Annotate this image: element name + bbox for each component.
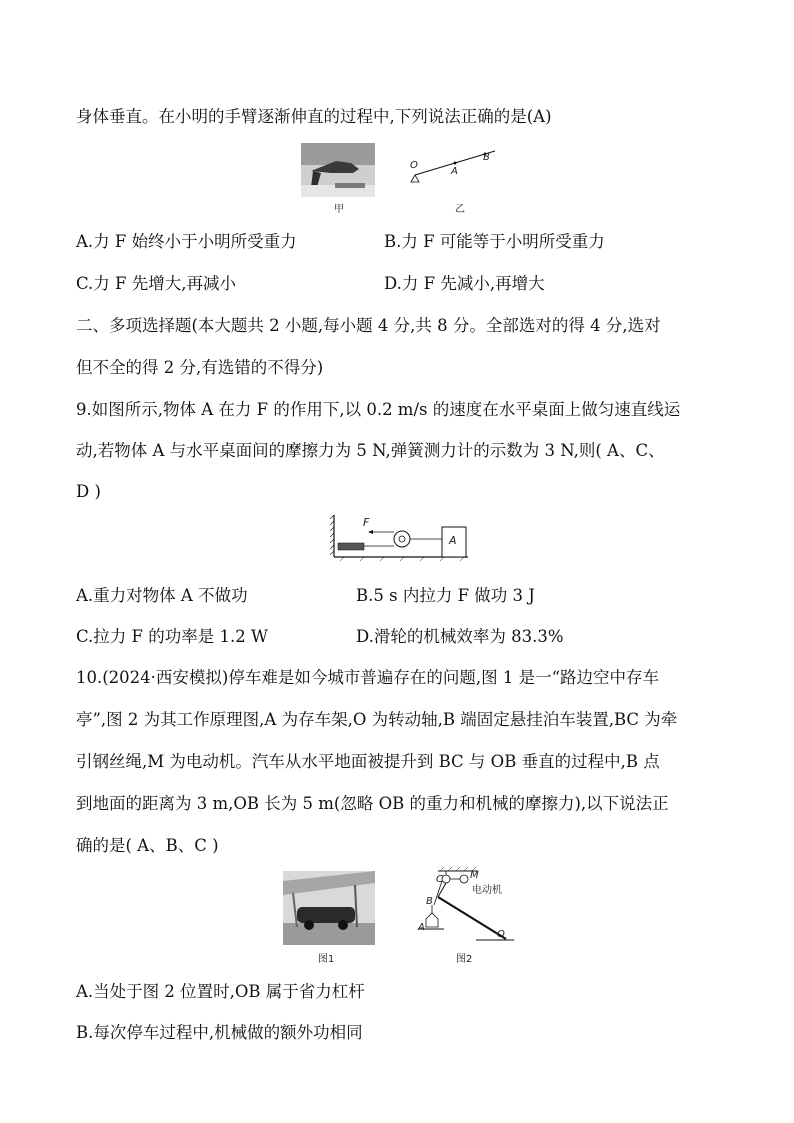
q9-option-d: D.滑轮的机械效率为 83.3% bbox=[356, 627, 564, 646]
q10-stem-line2: 亭”,图 2 为其工作原理图,A 为存车架,O 为转动轴,B 端固定悬挂泊车装置,BC 为牵 bbox=[76, 710, 678, 729]
q10-stem-line4: 到地面的距离为 3 m,OB 长为 5 m(忽略 OB 的重力和机械的摩擦力),以下说法正 bbox=[76, 794, 669, 813]
q8-figure-jia bbox=[301, 143, 375, 197]
q10-stem-line3: 引钢丝绳,M 为电动机。汽车从水平地面被提升到 BC 与 OB 垂直的过程中,B 点 bbox=[76, 752, 660, 771]
section2-heading-line2: 但不全的得 2 分,有选错的不得分) bbox=[76, 358, 324, 377]
q8-label-a: A bbox=[451, 166, 458, 177]
q10-caption-fig1: 图1 bbox=[318, 954, 335, 965]
q10-fig2-label-o: O bbox=[497, 929, 505, 940]
q10-stem-line5: 确的是( A、B、C ) bbox=[76, 836, 219, 855]
q10-option-b: B.每次停车过程中,机械做的额外功相同 bbox=[76, 1023, 363, 1042]
q8-option-c: C.力 F 先增大,再减小 bbox=[76, 274, 236, 293]
q8-caption-yi: 乙 bbox=[455, 204, 465, 215]
pushup-photo bbox=[301, 143, 375, 197]
q8-option-b: B.力 F 可能等于小明所受重力 bbox=[384, 232, 605, 251]
q9-stem-line2: 动,若物体 A 与水平桌面间的摩擦力为 5 N,弹簧测力计的示数为 3 N,则( A、C、 bbox=[76, 441, 665, 460]
section2-heading-line1: 二、多项选择题(本大题共 2 小题,每小题 4 分,共 8 分。全部选对的得 4 分,选对 bbox=[76, 316, 661, 335]
q9-label-f: F bbox=[363, 516, 370, 529]
q9-label-a: A bbox=[449, 534, 457, 547]
q10-fig2-label-motor: 电动机 bbox=[472, 885, 502, 896]
q10-stem-line1: 10.(2024·西安模拟)停车难是如今城市普遍存在的问题,图 1 是一“路边空中存车 bbox=[76, 668, 660, 687]
q8-stem-tail: 身体垂直。在小明的手臂逐渐伸直的过程中,下列说法正确的是(A) bbox=[76, 107, 552, 126]
q8-label-b: B bbox=[483, 152, 490, 163]
q10-fig2-label-m: M bbox=[470, 870, 479, 881]
q9-option-c: C.拉力 F 的功率是 1.2 W bbox=[76, 627, 268, 646]
q9-stem-line1: 9.如图所示,物体 A 在力 F 的作用下,以 0.2 m/s 的速度在水平桌面上做匀速直线运 bbox=[76, 400, 681, 419]
q10-fig2-label-a: A bbox=[418, 922, 425, 933]
q10-fig2-label-b: B bbox=[426, 896, 433, 907]
q10-fig2-label-c: C bbox=[436, 874, 443, 885]
q10-option-a: A.当处于图 2 位置时,OB 属于省力杠杆 bbox=[76, 982, 365, 1001]
q9-option-a: A.重力对物体 A 不做功 bbox=[76, 586, 248, 605]
q10-caption-fig2: 图2 bbox=[456, 954, 473, 965]
q10-figure1 bbox=[283, 871, 375, 945]
q8-label-o: O bbox=[410, 160, 418, 171]
q9-option-b: B.5 s 内拉力 F 做功 3 J bbox=[356, 586, 535, 605]
q8-option-d: D.力 F 先减小,再增大 bbox=[384, 274, 545, 293]
q8-option-a: A.力 F 始终小于小明所受重力 bbox=[76, 232, 297, 251]
q8-caption-jia: 甲 bbox=[334, 204, 344, 215]
q9-stem-line3: D ) bbox=[76, 482, 101, 501]
parking-photo bbox=[283, 871, 375, 945]
